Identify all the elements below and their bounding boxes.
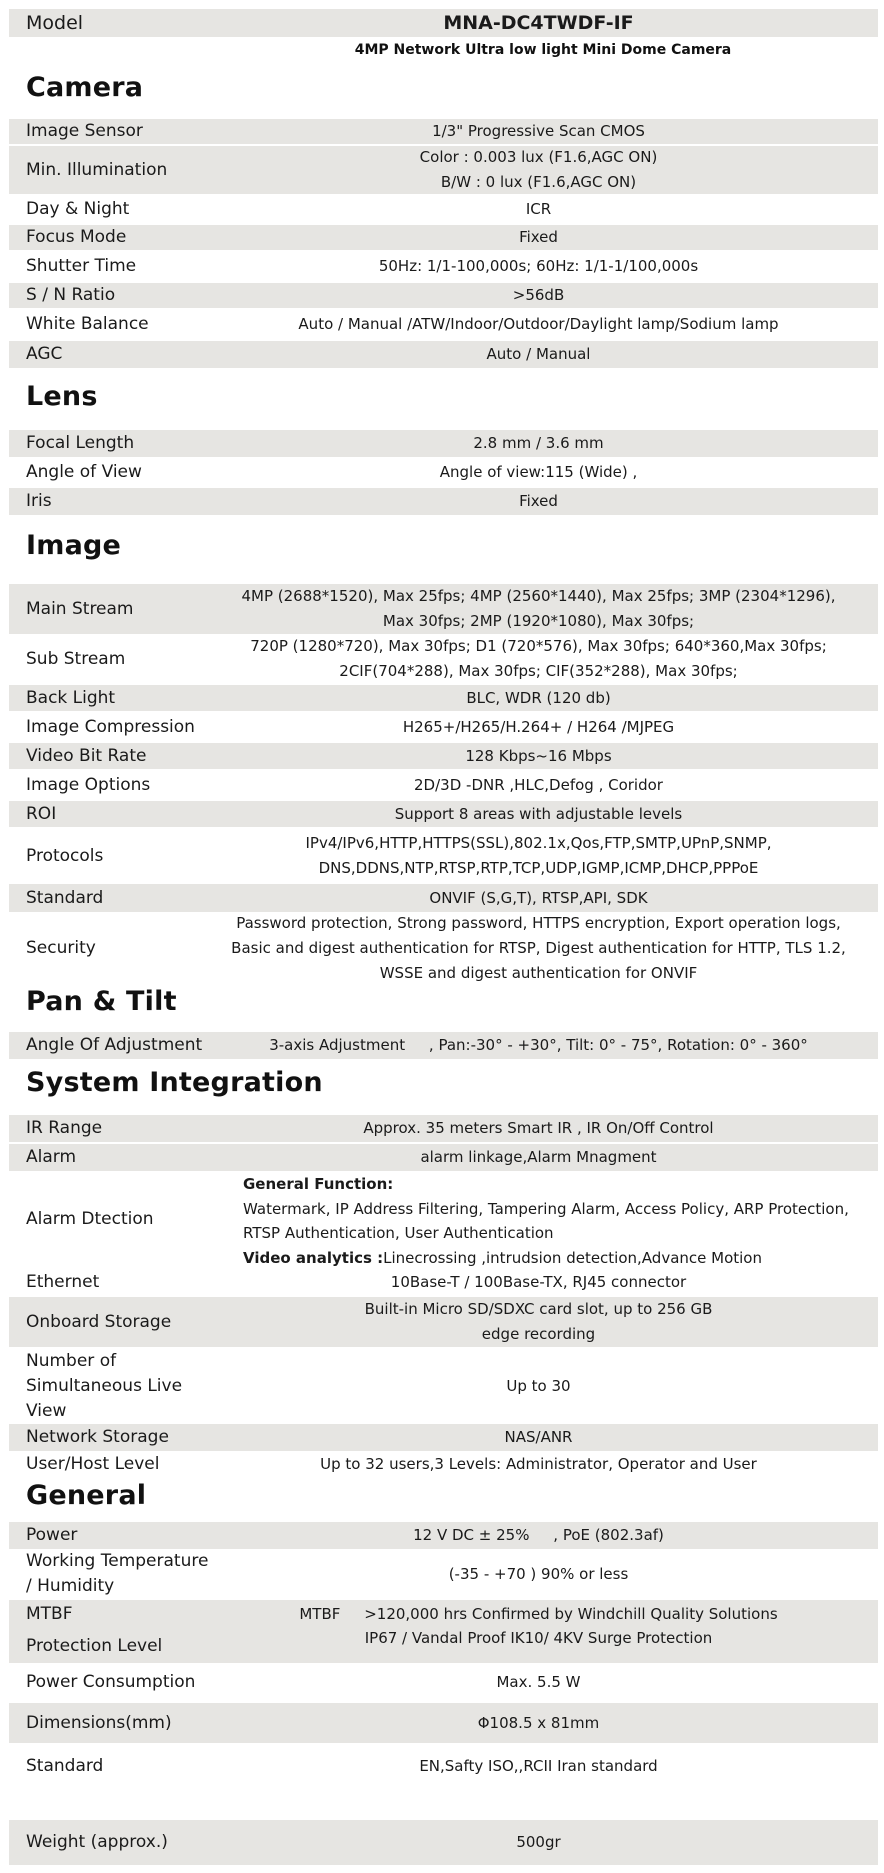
label-main-stream: Main Stream xyxy=(26,598,134,619)
value-ir-range: Approx. 35 meters Smart IR , IR On/Off Control xyxy=(363,1119,714,1137)
value-onboard-storage: Built-in Micro SD/SDXC card slot, up to 256 GB edge recording xyxy=(364,1300,713,1343)
row-image-compression xyxy=(9,714,878,740)
row-focus-mode xyxy=(9,225,878,250)
label-focus-mode: Focus Mode xyxy=(26,227,127,247)
label-video-bit-rate: Video Bit Rate xyxy=(26,745,147,766)
value-agc: Auto / Manual xyxy=(486,345,591,363)
label-agc: AGC xyxy=(26,344,63,364)
model-row xyxy=(9,9,878,37)
section-camera: Camera xyxy=(26,72,144,103)
label-network-storage: Network Storage xyxy=(26,1427,169,1447)
row-back-light xyxy=(9,685,878,711)
row-power xyxy=(9,1522,878,1549)
row-ir-range xyxy=(9,1115,878,1142)
video-analytics-title: Video analytics : xyxy=(243,1248,384,1267)
value-image-compression: H265+/H265/H.264+ / H264 /MJPEG xyxy=(402,717,675,736)
label-standard: Standard xyxy=(26,887,104,908)
row-agc xyxy=(9,341,878,368)
label-mtbf: MTBF xyxy=(26,1603,73,1624)
label-weight: Weight (approx.) xyxy=(26,1832,168,1852)
section-system-integration: System Integration xyxy=(26,1067,323,1098)
label-image-options: Image Options xyxy=(26,774,151,795)
row-focal-length xyxy=(9,430,878,457)
label-angle-of-view: Angle of View xyxy=(26,462,142,482)
label-working-temperature: Working Temperature / Humidity xyxy=(26,1551,209,1596)
label-protection-level: Protection Level xyxy=(26,1636,163,1656)
value-weight: 500gr xyxy=(516,1833,561,1851)
section-general: General xyxy=(26,1480,147,1511)
alarm-detection-details xyxy=(243,1172,849,1270)
label-back-light: Back Light xyxy=(26,687,116,708)
value-video-bit-rate: 128 Kbps~16 Mbps xyxy=(465,746,612,765)
general-function-line1: Watermark, IP Address Filtering, Tampering Alarm, Access Policy, ARP Protection, xyxy=(243,1199,849,1218)
label-day-night: Day & Night xyxy=(26,199,130,219)
label-white-balance: White Balance xyxy=(26,314,149,334)
label-protocols: Protocols xyxy=(26,845,104,866)
label-ir-range: IR Range xyxy=(26,1118,103,1138)
row-image-sensor xyxy=(9,119,878,144)
value-iris: Fixed xyxy=(519,492,558,510)
label-onboard-storage: Onboard Storage xyxy=(26,1311,172,1332)
row-onboard-storage xyxy=(9,1297,878,1347)
row-day-night xyxy=(9,197,878,222)
section-image: Image xyxy=(26,530,122,561)
row-user-host-level xyxy=(9,1452,878,1477)
value-angle-of-adjustment: 3-axis Adjustment , Pan:-30° - +30°, Tilt: 0° - 75°, Rotation: 0° - 360° xyxy=(269,1036,808,1054)
value-focal-length: 2.8 mm / 3.6 mm xyxy=(473,434,604,452)
value-ethernet: 10Base-T / 100Base-TX, RJ45 connector xyxy=(390,1273,687,1291)
value-sub-stream: 720P (1280*720), Max 30fps; D1 (720*576), Max 30fps; 640*360,Max 30fps; 2CIF(704*288), Max 30fps; CIF(352*288), Max 30fps; xyxy=(250,637,827,680)
row-angle-of-adjustment xyxy=(9,1032,878,1059)
value-working-temperature: (-35 - +70 ) 90% or less xyxy=(448,1564,629,1583)
general-function-title: General Function: xyxy=(243,1175,394,1193)
row-working-temperature xyxy=(9,1549,878,1599)
value-standard: ONVIF (S,G,T), RTSP,API, SDK xyxy=(429,888,648,907)
row-standard xyxy=(9,884,878,912)
value-network-storage: NAS/ANR xyxy=(504,1428,573,1446)
label-image-sensor: Image Sensor xyxy=(26,121,143,141)
row-image-options xyxy=(9,772,878,798)
row-security xyxy=(9,911,878,986)
label-alarm: Alarm xyxy=(26,1147,77,1167)
value-power-consumption: Max. 5.5 W xyxy=(496,1673,581,1691)
section-lens: Lens xyxy=(26,381,98,412)
value-simultaneous-live-view: Up to 30 xyxy=(506,1376,571,1395)
label-ethernet: Ethernet xyxy=(26,1272,100,1292)
value-protocols: IPv4/IPv6,HTTP,HTTPS(SSL),802.1x,Qos,FTP,SMTP,UPnP,SNMP, DNS,DDNS,NTP,RTSP,RTP,TCP,UDP,IGMP,ICMP,DHCP,PPPoE xyxy=(305,834,772,877)
label-roi: ROI xyxy=(26,803,57,824)
row-main-stream xyxy=(9,584,878,634)
value-security: Password protection, Strong password, HTTPS encryption, Export operation logs, Basic and digest authentication for RTSP, Digest authentication for HTTP, TLS 1.2, WSSE and digest authentication for ONVIF xyxy=(231,914,846,982)
row-sub-stream xyxy=(9,634,878,684)
label-sn-ratio: S / N Ratio xyxy=(26,285,116,305)
row-iris xyxy=(9,488,878,515)
row-protocols xyxy=(9,830,878,882)
row-angle-of-view xyxy=(9,460,878,485)
section-pan-tilt: Pan & Tilt xyxy=(26,986,177,1017)
value-white-balance: Auto / Manual /ATW/Indoor/Outdoor/Daylight lamp/Sodium lamp xyxy=(298,315,779,333)
row-min-illumination xyxy=(9,146,878,194)
value-main-stream: 4MP (2688*1520), Max 25fps; 4MP (2560*1440), Max 25fps; 3MP (2304*1296), Max 30fps; 2MP (1920*1080), Max 30fps; xyxy=(241,587,836,630)
label-shutter-time: Shutter Time xyxy=(26,256,137,276)
row-mtbf-protection xyxy=(9,1600,878,1663)
label-power: Power xyxy=(26,1525,78,1545)
label-dimensions: Dimensions(mm) xyxy=(26,1712,172,1733)
value-angle-of-view: Angle of view:115 (Wide) , xyxy=(439,463,638,481)
video-analytics-text: Linecrossing ,intrudsion detection,Advance Motion xyxy=(383,1248,762,1267)
value-user-host-level: Up to 32 users,3 Levels: Administrator, Operator and User xyxy=(320,1455,757,1473)
value-roi: Support 8 areas with adjustable levels xyxy=(394,804,683,823)
row-power-consumption xyxy=(9,1666,878,1699)
label-simultaneous-live-view: Number of Simultaneous Live View xyxy=(26,1350,183,1421)
row-general-standard xyxy=(9,1749,878,1784)
label-iris: Iris xyxy=(26,491,52,511)
product-subtitle: 4MP Network Ultra low light Mini Dome Camera xyxy=(354,42,732,58)
value-day-night: ICR xyxy=(525,200,552,218)
value-min-illumination: Color : 0.003 lux (F1.6,AGC ON) B/W : 0 lux (F1.6,AGC ON) xyxy=(419,148,658,191)
value-shutter-time: 50Hz: 1/1-100,000s; 60Hz: 1/1-1/100,000s xyxy=(378,257,699,275)
value-image-options: 2D/3D -DNR ,HLC,Defog , Coridor xyxy=(414,775,663,794)
label-sub-stream: Sub Stream xyxy=(26,648,126,669)
label-angle-of-adjustment: Angle Of Adjustment xyxy=(26,1035,203,1055)
label-min-illumination: Min. Illumination xyxy=(26,159,168,180)
value-image-sensor: 1/3" Progressive Scan CMOS xyxy=(432,122,645,140)
value-power: 12 V DC ± 25% , PoE (802.3af) xyxy=(413,1526,664,1544)
value-general-standard: EN,Safty ISO,,RCII Iran standard xyxy=(419,1757,658,1775)
value-sn-ratio: >56dB xyxy=(512,286,565,304)
label-focal-length: Focal Length xyxy=(26,433,135,453)
video-analytics-line xyxy=(243,1246,849,1271)
row-ethernet xyxy=(9,1270,878,1295)
row-weight xyxy=(9,1820,878,1865)
label-image-compression: Image Compression xyxy=(26,716,195,737)
label-power-consumption: Power Consumption xyxy=(26,1672,196,1692)
label-alarm-detection: Alarm Dtection xyxy=(26,1208,154,1229)
value-mtbf: MTBF >120,000 hrs Confirmed by Windchill Quality Solutions xyxy=(299,1604,778,1623)
model-label: Model xyxy=(26,11,84,34)
row-sn-ratio xyxy=(9,283,878,308)
value-focus-mode: Fixed xyxy=(519,228,558,246)
value-back-light: BLC, WDR (120 db) xyxy=(466,688,611,707)
value-alarm: alarm linkage,Alarm Mnagment xyxy=(420,1148,657,1166)
general-function-line2: RTSP Authentication, User Authentication xyxy=(243,1224,554,1242)
label-general-standard: Standard xyxy=(26,1756,104,1776)
value-protection-level: IP67 / Vandal Proof IK10/ 4KV Surge Protection xyxy=(364,1629,713,1647)
label-security: Security xyxy=(26,938,96,958)
row-video-bit-rate xyxy=(9,743,878,769)
row-simultaneous-live-view xyxy=(9,1349,878,1423)
row-network-storage xyxy=(9,1424,878,1451)
row-roi xyxy=(9,801,878,827)
row-shutter-time xyxy=(9,254,878,279)
label-user-host-level: User/Host Level xyxy=(26,1454,160,1474)
model-value: MNA-DC4TWDF-IF xyxy=(443,11,634,34)
row-white-balance xyxy=(9,312,878,337)
row-dimensions xyxy=(9,1703,878,1743)
value-dimensions: Φ108.5 x 81mm xyxy=(477,1713,600,1732)
row-alarm xyxy=(9,1144,878,1171)
